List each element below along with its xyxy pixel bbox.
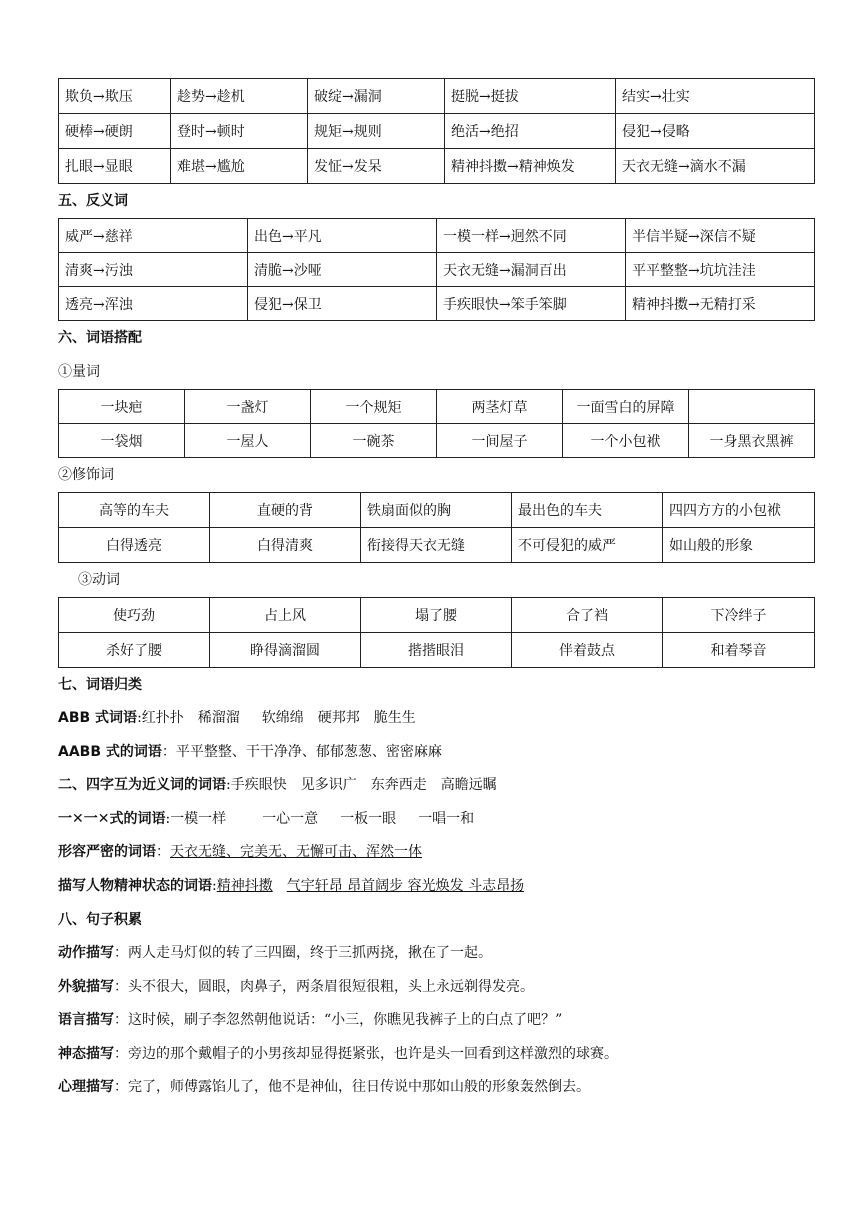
table-cell: 欺负→欺压 [59,79,171,114]
antonym-table [58,218,815,321]
table-row [59,390,815,424]
abb-words-line: ABB 式词语:红扑扑 稀溜溜 软绵绵 硬邦邦 脆生生 [58,710,416,726]
table-cell: 天衣无缝→滴水不漏 [616,149,815,184]
table-cell: 四四方方的小包袱 [663,493,815,528]
word: 红扑扑 [141,710,184,726]
line-label: 一✕一✕式的词语 [58,810,166,827]
verb-table [58,597,815,668]
table-row [59,633,815,668]
table-cell: 规矩→规则 [308,114,445,149]
word: 高瞻远瞩 [440,777,497,793]
table-cell: 高等的车夫 [59,493,210,528]
table-cell: 衔接得天衣无缝 [361,528,512,563]
word: 气宇轩昂 [286,877,343,894]
table-cell: 天衣无缝→漏洞百出 [437,253,626,287]
table-cell: 一袋烟 [59,424,185,458]
line-label: ABB 式词语 [58,710,138,726]
line-text: 平平整整、干干净净、郁郁葱葱、密密麻麻 [175,743,442,760]
table-cell: 一块疤 [59,390,185,424]
table-row [59,598,815,633]
table-cell: 不可侵犯的威严 [512,528,663,563]
table-cell: 结实→壮实 [616,79,815,114]
table-cell: 发怔→发呆 [308,149,445,184]
line-label: 形容严密的词语 [58,844,156,860]
table-cell: 一个小包袱 [563,424,689,458]
section-heading-sentences: 八、句子积累 [58,912,142,928]
section-heading-collocations: 六、词语搭配 [58,330,142,346]
word: 精神抖擞 [216,877,273,894]
table-cell: 绝活→绝招 [445,114,616,149]
table-cell: 白得透亮 [59,528,210,563]
table-row [59,287,815,321]
subheading-verbs: ③动词 [78,572,120,588]
line-label: 语言描写 [58,1012,114,1028]
section-heading-antonyms: 五、反义词 [58,193,128,209]
table-row [59,219,815,253]
table-cell: 揩揩眼泪 [361,633,512,668]
table-cell: 一身黑衣黑裤 [689,424,815,458]
word: 一心一意 [262,810,319,827]
table-cell: 最出色的车夫 [512,493,663,528]
four-char-synonyms-line: 二、四字互为近义词的词语:手疾眼快 见多识广 东奔西走 高瞻远瞩 [58,777,497,793]
line-label: 动作描写 [58,945,114,961]
table-row [59,528,815,563]
table-cell: 一面雪白的屏障 [563,390,689,424]
word: 手疾眼快 [230,777,287,793]
word: 脆生生 [373,710,416,726]
line-text: 这时候，刷子李忽然朝他说话：“小三，你瞧见我裤子上的白点了吧？” [128,1012,563,1028]
line-label: 描写人物精神状态的词语 [58,877,212,894]
table-cell: 一个规矩 [311,390,437,424]
line-label: AABB 式的词语 [58,743,162,760]
line-label: 二、四字互为近义词的词语 [58,777,226,793]
subheading-modifiers: ②修饰词 [58,467,114,483]
document-page [58,78,814,1105]
line-label: 心理描写 [58,1079,114,1095]
table-cell: 侵犯→侵略 [616,114,815,149]
table-cell: 登时→顿时 [171,114,308,149]
table-cell: 难堪→尴尬 [171,149,308,184]
word: 见多识广 [300,777,357,793]
word: 稀溜溜 [197,710,240,726]
table-cell: 威严→慈祥 [59,219,248,253]
table-cell: 透亮→浑浊 [59,287,248,321]
table-cell: 占上风 [210,598,361,633]
spirit-words-line: 描写人物精神状态的词语:精神抖擞 气宇轩昂 昂首阔步 容光焕发 斗志昂扬 [58,877,525,894]
table-cell: 两茎灯草 [437,390,563,424]
sentence-action: 动作描写：两人走马灯似的转了三四圈，终于三抓两挠，揪在了一起。 [58,945,492,961]
table-row [59,253,815,287]
table-cell: 一屋人 [185,424,311,458]
word: 一板一眼 [340,810,397,827]
table-cell: 一模一样→迥然不同 [437,219,626,253]
table-cell: 平平整整→坑坑洼洼 [626,253,815,287]
measure-word-table [58,389,815,458]
sentence-expression: 神态描写：旁边的那个戴帽子的小男孩却显得挺紧张，也许是头一回看到这样激烈的球赛。 [58,1045,618,1062]
table-cell: 破绽→漏洞 [308,79,445,114]
word: 容光焕发 [407,877,464,894]
table-cell [689,390,815,424]
table-cell: 白得清爽 [210,528,361,563]
table-cell: 一盏灯 [185,390,311,424]
table-row [59,114,815,149]
line-text: 头不很大，圆眼，肉鼻子，两条眉很短很粗，头上永远剃得发亮。 [128,978,534,995]
table-row [59,79,815,114]
table-cell: 侵犯→保卫 [248,287,437,321]
table-cell: 使巧劲 [59,598,210,633]
sentence-speech: 语言描写：这时候，刷子李忽然朝他说话：“小三，你瞧见我裤子上的白点了吧？” [58,1012,563,1028]
table-cell: 一间屋子 [437,424,563,458]
line-text: 旁边的那个戴帽子的小男孩却显得挺紧张，也许是头一回看到这样激烈的球赛。 [128,1045,618,1062]
synonym-table [58,78,815,184]
table-cell: 精神抖擞→无精打采 [626,287,815,321]
table-cell: 出色→平凡 [248,219,437,253]
subheading-measure-words: ①量词 [58,364,100,380]
table-row [59,149,815,184]
yxyx-words-line: 一✕一✕式的词语:一模一样 一心一意 一板一眼 一唱一和 [58,810,475,827]
table-cell: 一碗茶 [311,424,437,458]
sentence-psychology: 心理描写：完了，师傅露馅儿了，他不是神仙，往日传说中那如山般的形象轰然倒去。 [58,1079,590,1095]
section-heading-word-classification: 七、词语归类 [58,677,142,693]
table-cell: 精神抖擞→精神焕发 [445,149,616,184]
table-cell: 合了裆 [512,598,663,633]
modifier-table [58,492,815,563]
strict-words-line: 形容严密的词语：天衣无缝、完美无、无懈可击、浑然一体 [58,844,422,860]
word: 硬邦邦 [317,710,360,726]
aabb-words-line: AABB 式的词语：平平整整、干干净净、郁郁葱葱、密密麻麻 [58,743,442,760]
table-cell: 铁扇面似的胸 [361,493,512,528]
word: 一唱一和 [418,810,475,827]
line-text: 两人走马灯似的转了三四圈，终于三抓两挠，揪在了一起。 [128,945,492,961]
table-cell: 半信半疑→深信不疑 [626,219,815,253]
word: 斗志昂扬 [468,877,525,894]
table-cell: 杀好了腰 [59,633,210,668]
line-label: 神态描写 [58,1045,114,1062]
sentence-appearance: 外貌描写：头不很大，圆眼，肉鼻子，两条眉很短很粗，头上永远剃得发亮。 [58,978,534,995]
table-cell: 挺脱→挺拔 [445,79,616,114]
word: 昂首阔步 [347,877,404,894]
table-cell: 如山般的形象 [663,528,815,563]
table-cell: 伴着鼓点 [512,633,663,668]
word: 东奔西走 [370,777,427,793]
word: 软绵绵 [261,710,304,726]
table-cell: 趁势→趁机 [171,79,308,114]
line-text: 天衣无缝、完美无、无懈可击、浑然一体 [170,844,422,860]
word: 一模一样 [170,810,227,827]
table-cell: 睁得滴溜圆 [210,633,361,668]
table-cell: 硬棒→硬朗 [59,114,171,149]
table-cell: 下冷绊子 [663,598,815,633]
table-cell: 手疾眼快→笨手笨脚 [437,287,626,321]
line-text: 完了，师傅露馅儿了，他不是神仙，往日传说中那如山般的形象轰然倒去。 [128,1079,590,1095]
table-cell: 塌了腰 [361,598,512,633]
table-cell: 扎眼→显眼 [59,149,171,184]
table-cell: 清爽→污浊 [59,253,248,287]
line-label: 外貌描写 [58,978,114,995]
table-row [59,424,815,458]
table-cell: 清脆→沙哑 [248,253,437,287]
table-cell: 和着琴音 [663,633,815,668]
table-cell: 直硬的背 [210,493,361,528]
table-row [59,493,815,528]
